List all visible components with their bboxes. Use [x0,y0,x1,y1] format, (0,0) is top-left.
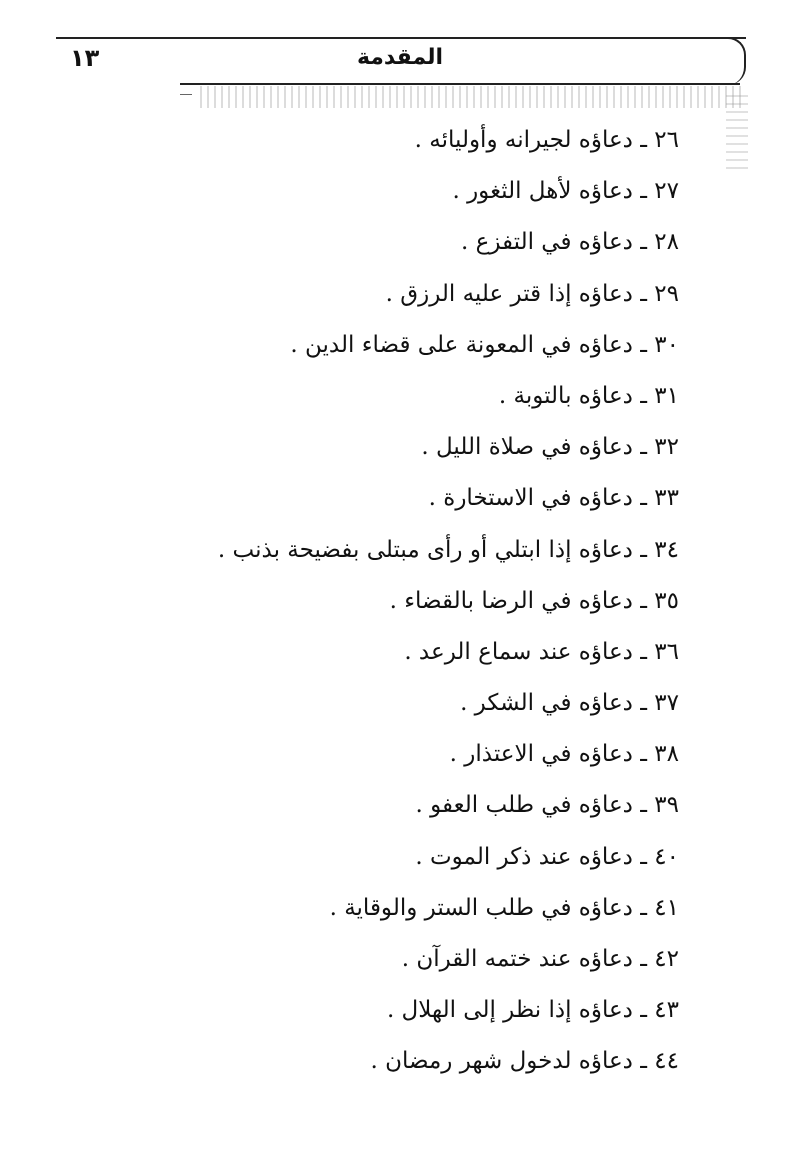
list-item: ٢٨ ـ دعاؤه في التفزع . [460,229,679,256]
list-item: ٣٥ ـ دعاؤه في الرضا بالقضاء . [389,587,679,614]
list-item: ٣٤ ـ دعاؤه إذا ابتلي أو رأى مبتلى بفضيحة بذنب . [217,536,679,563]
list-item: ٢٦ ـ دعاؤه لجيرانه وأوليائه . [414,127,679,153]
list-item: ٣١ ـ دعاؤه بالتوبة . [498,382,679,409]
list-item: ٤٤ ـ دعاؤه لدخول شهر رمضان . [370,1048,679,1075]
page-number: ١٣ [70,44,100,72]
running-title: المقدمة [356,45,444,70]
list-item: ٣٧ ـ دعاؤه في الشكر . [460,690,679,717]
scan-artifact-margin [726,95,748,170]
scan-tick-mark [180,94,192,95]
list-item: ٣٨ ـ دعاؤه في الاعتذار . [449,741,679,768]
list-item: ٤٠ ـ دعاؤه عند ذكر الموت . [415,843,679,870]
list-item: ٣٦ ـ دعاؤه عند سماع الرعد . [404,638,679,665]
scan-artifact [200,86,745,108]
list-item: ٤٢ ـ دعاؤه عند ختمه القرآن . [401,946,679,972]
contents-list [119,122,679,1095]
list-item: ٤٣ ـ دعاؤه إذا نظر إلى الهلال . [386,997,679,1024]
list-item: ٢٩ ـ دعاؤه إذا قتر عليه الرزق . [385,280,679,307]
header-bottom-rule [180,83,740,85]
list-item: ٣٠ ـ دعاؤه في المعونة على قضاء الدين . [290,331,679,358]
list-item: ٤١ ـ دعاؤه في طلب الستر والوقاية . [329,894,679,921]
list-item: ٣٣ ـ دعاؤه في الاستخارة . [428,485,679,512]
list-item: ٣٩ ـ دعاؤه في طلب العفو . [415,792,679,819]
list-item: ٣٢ ـ دعاؤه في صلاة الليل . [421,434,679,461]
list-item: ٢٧ ـ دعاؤه لأهل الثغور . [452,178,679,205]
